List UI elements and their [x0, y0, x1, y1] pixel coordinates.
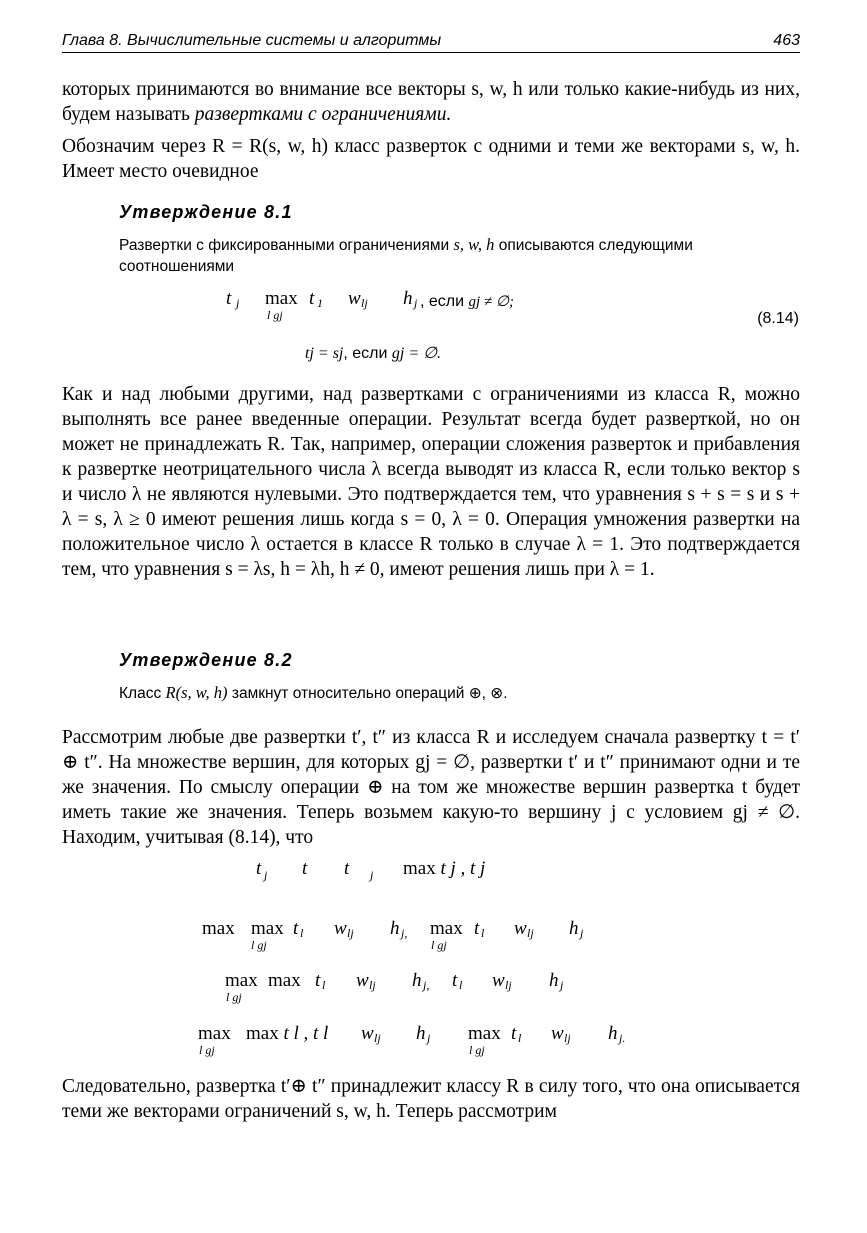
d2-wb: w: [514, 918, 527, 939]
deriv-row1-rhs: [403, 858, 485, 880]
deriv-row4-max2: [246, 1023, 328, 1045]
d4-ha-sub: j: [427, 1031, 431, 1045]
d2-wa: w: [334, 918, 347, 939]
deriv-row3-max1-sub: l gj: [226, 990, 242, 1004]
deriv-row4-max3-sub: l gj: [469, 1043, 485, 1057]
d1-args: t j , t j: [440, 858, 486, 879]
deriv-row4-wb: [551, 1023, 571, 1045]
deriv-row2-ha: [390, 918, 408, 940]
d3-ha-sub: j,: [423, 978, 430, 992]
deriv-row2-ta: [293, 918, 304, 940]
deriv-row4-wa: [361, 1023, 381, 1045]
d2-hb-sub: j: [580, 926, 584, 940]
d3-tb-sub: l: [459, 978, 463, 992]
running-header: [62, 30, 800, 53]
statement-8-1-heading: Утверждение 8.1: [119, 202, 293, 222]
d1-t2: t: [344, 858, 350, 879]
d2-tb: t: [474, 918, 480, 939]
d3-ta: t: [315, 970, 321, 991]
deriv-row2-tb: [474, 918, 485, 940]
equation-8-14-line-2: [305, 342, 441, 364]
deriv-row4-max1-sub: l gj: [199, 1043, 215, 1057]
d3-ta-sub: l: [322, 978, 326, 992]
eq-w-sub: lj: [361, 296, 368, 310]
eq-h-sub: j: [414, 296, 418, 310]
deriv-row3-hb: [549, 970, 564, 992]
eq-t-sub: j: [236, 296, 240, 310]
deriv-row2-hb: [569, 918, 584, 940]
deriv-row2-max2: max: [251, 918, 284, 939]
equation-8-14-line-1: [226, 288, 240, 310]
eq-cond-1: gj ≠ ∅;: [468, 294, 514, 310]
deriv-row2-max1: max: [202, 918, 235, 939]
deriv-row4-max3: max: [468, 1023, 501, 1044]
deriv-row4-tb: [511, 1023, 522, 1045]
d2-ta-sub: l: [300, 926, 304, 940]
eq-max: max: [265, 288, 298, 309]
d4-max2: max: [246, 1023, 279, 1044]
d3-wa-sub: lj: [369, 978, 376, 992]
statement-8-2-heading: Утверждение 8.2: [119, 650, 293, 670]
deriv-row3-max1: max: [225, 970, 258, 991]
d4-wa: w: [361, 1023, 374, 1044]
d3-wb: w: [492, 970, 505, 991]
d2-wa-sub: lj: [347, 926, 354, 940]
chapter-title: Глава 8. Вычислительные системы и алгоритмы: [62, 32, 442, 49]
statement-8-1-text-b: описываются следующими соотношениями: [119, 237, 693, 275]
d4-tb: t: [511, 1023, 517, 1044]
d3-ha: h: [412, 970, 422, 991]
d2-wb-sub: lj: [527, 926, 534, 940]
eq-h: [403, 288, 418, 310]
eq-max-sub: l gj: [267, 308, 283, 322]
eq-h-h: h: [403, 288, 413, 309]
deriv-row4-hb: [608, 1023, 626, 1045]
term-restricted-sweeps: развертками с ограничениями.: [194, 104, 452, 125]
deriv-row4-ha: [416, 1023, 431, 1045]
d4-wb: w: [551, 1023, 564, 1044]
deriv-row3-max2: max: [268, 970, 301, 991]
eq-cond-word-2: , если: [343, 345, 392, 362]
statement-8-1-text: [119, 234, 799, 277]
eq-cond-word-1: , если: [420, 293, 469, 310]
equation-number: (8.14): [757, 310, 799, 327]
paragraph-5: Следовательно, развертка t′⊕ t″ принадлежит классу R в силу того, что она описывается теми же векторами ограничений s, w, h. Теперь рассмотрим: [62, 1076, 800, 1122]
eq-w: [348, 288, 368, 310]
statement-8-2-class: R(s, w, h): [165, 683, 228, 702]
deriv-row3-tb: [452, 970, 463, 992]
d4-tb-sub: l: [518, 1031, 522, 1045]
d4-hb-sub: j.: [619, 1031, 626, 1045]
deriv-row3-wb: [492, 970, 512, 992]
eq-line-2: tj = sj: [305, 345, 344, 362]
d1-t1: t: [302, 858, 308, 879]
eq-t1-t: t: [309, 288, 315, 309]
d4-wb-sub: lj: [564, 1031, 571, 1045]
d1-t-sub: j: [264, 868, 268, 882]
eq-t1: [309, 288, 323, 310]
eq-t: t: [226, 288, 232, 309]
deriv-row3-wa: [356, 970, 376, 992]
deriv-row2-wa: [334, 918, 354, 940]
deriv-row3-ta: [315, 970, 326, 992]
paragraph-1-text: которых принимаются во внимание все векторы s, w, h или только какие-нибудь из них, будем называть: [62, 79, 800, 125]
deriv-row2-wb: [514, 918, 534, 940]
d2-ta: t: [293, 918, 299, 939]
eq-t1-sub: 1: [317, 296, 323, 310]
deriv-row1-tj: [256, 858, 268, 882]
paragraph-4: Рассмотрим любые две развертки t′, t″ из класса R и исследуем сначала развертку t = t′ ⊕ t″. На множестве вершин, для которых gj = ∅, развертки t′ и t″ принимают одни и те же значения. По смыслу операции ⊕ на том же множестве вершин развертка t будет иметь такие же значения. Теперь возьмем какую-то вершину j с условием gj ≠ ∅. Находим, учитывая (8.14), что: [62, 727, 800, 848]
d1-max: max: [403, 858, 436, 879]
statement-8-2-text-a: Класс: [119, 685, 166, 702]
d2-ha-sub: j,: [401, 926, 408, 940]
d4-ha: h: [416, 1023, 426, 1044]
paragraph-2: Обозначим через R = R(s, w, h) класс разверток с одними и теми же векторами s, w, h. Имеет место очевидное: [62, 136, 800, 182]
d3-hb: h: [549, 970, 559, 991]
d4-wa-sub: lj: [374, 1031, 381, 1045]
deriv-row2-max3-sub: l gj: [431, 938, 447, 952]
d1-t: t: [256, 858, 262, 879]
statement-8-1-vars: s, w, h: [453, 235, 495, 254]
statement-8-1-text-a: Развертки с фиксированными ограничениями: [119, 237, 454, 254]
deriv-row4-max1: max: [198, 1023, 231, 1044]
deriv-row3-ha: [412, 970, 430, 992]
eq-cond-2: gj = ∅.: [391, 345, 442, 362]
d3-wb-sub: lj: [505, 978, 512, 992]
deriv-row1-t2: [344, 858, 374, 882]
d2-tb-sub: l: [481, 926, 485, 940]
d3-hb-sub: j: [560, 978, 564, 992]
d2-hb: h: [569, 918, 579, 939]
eq-condition-1: [420, 290, 514, 312]
deriv-row1-t1: [302, 858, 307, 880]
d3-wa: w: [356, 970, 369, 991]
deriv-row2-max3: max: [430, 918, 463, 939]
statement-8-2-text-b: замкнут относительно операций ⊕, ⊗.: [227, 685, 508, 702]
d3-tb: t: [452, 970, 458, 991]
d4-hb: h: [608, 1023, 618, 1044]
d4-args: t l , t l: [283, 1023, 329, 1044]
deriv-row2-max2-sub: l gj: [251, 938, 267, 952]
statement-8-2-text: [119, 682, 799, 704]
eq-w-w: w: [348, 288, 361, 309]
d2-ha: h: [390, 918, 400, 939]
paragraph-1: [62, 77, 800, 127]
d1-t2-sub: j: [370, 868, 374, 882]
paragraph-3: Как и над любыми другими, над развертками с ограничениями из класса R, можно выполнять все ранее введенные операции. Результат всегда будет разверткой, но он может не принадлежать R. Так, например, операции сложения разверток и прибавления к развертке неотрицательного числа λ всегда выводят из класса R, если только вектор s и число λ не являются нулевыми. Это подтверждается тем, что уравнения s + s = s и s + λ = s, λ ≥ 0 имеют решения лишь когда s = 0, λ = 0. Операция умножения развертки на положительное число λ остается в классе R только в случае λ = 1. Это подтверждается тем, что уравнения s = λs, h = λh, h ≠ 0, имеют решения лишь при λ = 1.: [62, 384, 800, 580]
page-number: 463: [773, 32, 800, 49]
